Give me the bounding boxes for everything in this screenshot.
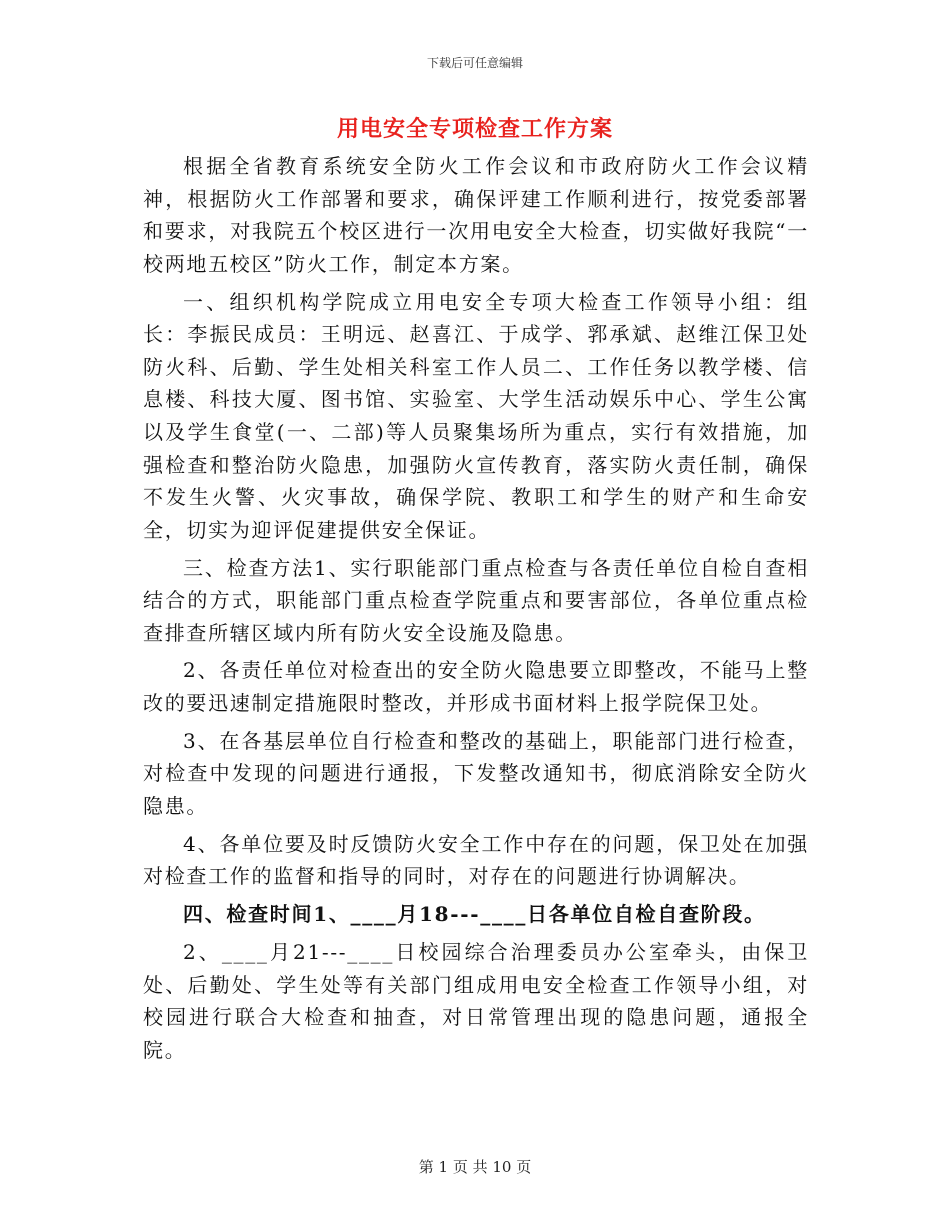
document-title: 用电安全专项检查工作方案 [336,116,613,142]
paragraph-check-time-1: 四、检查时间1、____月18---____日各单位自检自查阶段。 [183,902,766,927]
paragraph-check-method-4: 4、各单位要及时反馈防火安全工作中存在的问题，保卫处在加强对检查工作的监督和指导的同时，对存在的问题进行协调解决。 [143,831,809,889]
paragraph-check-time-2: 2、____月21---____日校园综合治理委员办公室牵头，由保卫处、后勤处、学生处等有关部门组成用电安全检查工作领导小组，对校园进行联合大检查和抽查，对日常管理出现的隐患问题，通报全院。 [143,939,809,1062]
paragraph-intro: 根据全省教育系统安全防火工作会议和市政府防火工作会议精神，根据防火工作部署和要求，确保评建工作顺利进行，按党委部署和要求，对我院五个校区进行一次用电安全大检查，切实做好我院“一校两地五校区”防火工作，制定本方案。 [143,154,809,276]
paragraph-check-method-1: 三、检查方法1、实行职能部门重点检查与各责任单位自检自查相结合的方式，职能部门重点检查学院重点和要害部位，各单位重点检查排查所辖区域内所有防火安全设施及隐患。 [143,555,809,645]
paragraph-organization: 一、组织机构学院成立用电安全专项大检查工作领导小组：组长：李振民成员：王明远、赵喜江、于成学、郛承斌、赵维江保卫处防火科、后勤、学生处相关科室工作人员二、工作任务以教学楼、信息楼、科技大厦、图书馆、实验室、大学生活动娱乐中心、学生公寓以及学生食堂(一、二部)等人员聚集场所为重点，实行有效措施，加强检查和整治防火隐患，加强防火宣传教育，落实防火责任制，确保不发生火警、火灾事故，确保学院、教职工和学生的财产和生命安全，切实为迎评促建提供安全保证。 [143,289,809,542]
page-number: 第 1 页 共 10 页 [418,1158,532,1176]
document-body [143,150,809,1072]
paragraph-check-method-2: 2、各责任单位对检查出的安全防火隐患要立即整改，不能马上整改的要迅速制定措施限时整改，并形成书面材料上报学院保卫处。 [143,658,809,716]
paragraph-check-method-3: 3、在各基层单位自行检查和整改的基础上，职能部门进行检查，对检查中发现的问题进行通报，下发整改通知书，彻底消除安全防火隐患。 [143,728,809,819]
header-note: 下载后可任意编辑 [426,56,523,70]
